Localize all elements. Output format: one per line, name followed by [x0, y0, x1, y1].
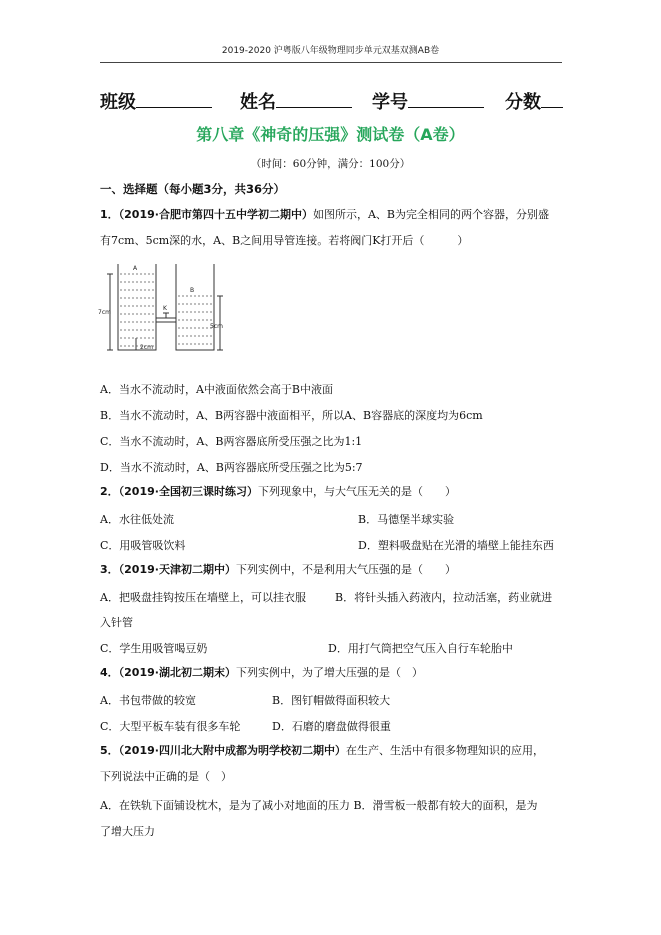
question-3-option-c: C．学生用吸管喝豆奶: [100, 642, 208, 655]
figure-label-k: K: [163, 305, 167, 312]
question-2-source: （2019·全国初三课时练习）: [118, 485, 258, 498]
exam-title: 第八章《神奇的压强》测试卷（A卷）: [196, 125, 465, 144]
figure-label-a: A: [133, 265, 138, 272]
question-2-stem: 下列现象中，与大气压无关的是（ ）: [257, 485, 456, 498]
question-5-option-a: A．在铁轨下面铺设枕木，是为了减小对地面的压力 B．滑雪板一般都有较大的面积，是为: [100, 799, 538, 812]
question-4-line: [100, 666, 423, 680]
question-4-option-c: C．大型平板车装有很多车轮: [100, 720, 241, 733]
question-1-option-d: D．当水不流动时，A、B两容器底所受压强之比为5:7: [100, 461, 363, 474]
id-label: 学号: [372, 92, 408, 113]
question-1-option-c: C．当水不流动时，A、B两容器底所受压强之比为1:1: [100, 435, 363, 448]
figure-label-7cm: 7cm: [98, 309, 111, 316]
header-divider: [100, 62, 562, 63]
question-3-option-d: D．用打气筒把空气压入自行车轮胎中: [328, 642, 513, 655]
question-3-line: [100, 563, 456, 577]
question-3-number: 3．: [100, 563, 119, 576]
container-a: [118, 264, 156, 350]
question-4-stem: 下列实例中，为了增大压强的是（ ）: [235, 666, 423, 679]
question-3-source: （2019·天津初二期中）: [118, 563, 236, 576]
question-1-stem-2: 有7cm、5cm深的水，A、B之间用导管连接。若将阀门K打开后（ ）: [100, 234, 469, 247]
question-1-option-a: A．当水不流动时，A中液面依然会高于B中液面: [100, 383, 333, 396]
figure-connected-containers: [98, 258, 230, 360]
question-2-number: 2．: [100, 485, 119, 498]
id-blank[interactable]: [408, 91, 484, 108]
question-1-number: 1．: [100, 208, 119, 221]
figure-label-5cm: 5cm: [210, 323, 223, 330]
question-4-option-a: A．书包带做的较宽: [100, 694, 196, 707]
question-1-stem-1: 如图所示，A、B为完全相同的两个容器，分别盛: [312, 208, 549, 221]
question-4-source: （2019·湖北初二期末）: [118, 666, 236, 679]
class-label: 班级: [100, 92, 136, 113]
valve-k: [163, 313, 169, 318]
name-label: 姓名: [240, 92, 276, 113]
question-2-option-b: B．马德堡半球实验: [358, 513, 455, 526]
question-4-number: 4．: [100, 666, 119, 679]
name-field: [240, 88, 352, 114]
question-5-stem-1: 在生产、生活中有很多物理知识的应用，: [345, 744, 544, 757]
exam-subtitle: （时间：60分钟，满分：100分）: [250, 158, 411, 170]
question-5-stem-2: 下列说法中正确的是（ ）: [100, 770, 232, 783]
section-heading: 一、选择题（每小题3分，共36分）: [100, 182, 286, 196]
dimension-2cm: [133, 338, 139, 350]
question-2-option-d: D．塑料吸盘贴在光滑的墙壁上能挂东西: [358, 539, 554, 552]
question-3-option-a: A．把吸盘挂钩按压在墙壁上，可以挂衣服: [100, 591, 306, 604]
question-2-line: [100, 485, 456, 499]
class-blank[interactable]: [136, 91, 212, 108]
question-1-source: （2019·合肥市第四十五中学初二期中）: [118, 208, 313, 221]
question-5-source: （2019·四川北大附中成都为明学校初二期中）: [118, 744, 346, 757]
question-1-option-b: B．当水不流动时，A、B两容器中液面相平，所以A、B容器底的深度均为6cm: [100, 409, 483, 422]
question-5-option-b-cont: 了增大压力: [100, 825, 155, 838]
connecting-pipe: [156, 318, 176, 322]
question-1-line1: [100, 208, 549, 222]
question-5-number: 5．: [100, 744, 119, 757]
name-blank[interactable]: [276, 91, 352, 108]
question-3-stem: 下列实例中，不是利用大气压强的是（ ）: [235, 563, 456, 576]
page-header: 2019-2020 沪粤版八年级物理同步单元双基双测AB卷: [221, 46, 440, 56]
question-3-option-b: B．将针头插入药液内，拉动活塞，药业就进: [335, 591, 553, 604]
question-4-option-d: D．石磨的磨盘做得很重: [272, 720, 391, 733]
score-label: 分数: [505, 92, 541, 113]
question-3-option-b-cont: 入针管: [100, 616, 133, 629]
question-5-line1: [100, 744, 544, 758]
score-blank[interactable]: [541, 91, 563, 108]
question-2-option-a: A．水往低处流: [100, 513, 174, 526]
figure-label-2cm: 2cm: [140, 344, 153, 351]
id-field: [372, 88, 484, 114]
class-field: [100, 88, 212, 114]
question-4-option-b: B．图钉帽做得面积较大: [272, 694, 391, 707]
score-field: [505, 88, 563, 114]
figure-label-b: B: [190, 287, 195, 294]
container-b: [176, 264, 214, 350]
question-2-option-c: C．用吸管吸饮料: [100, 539, 186, 552]
